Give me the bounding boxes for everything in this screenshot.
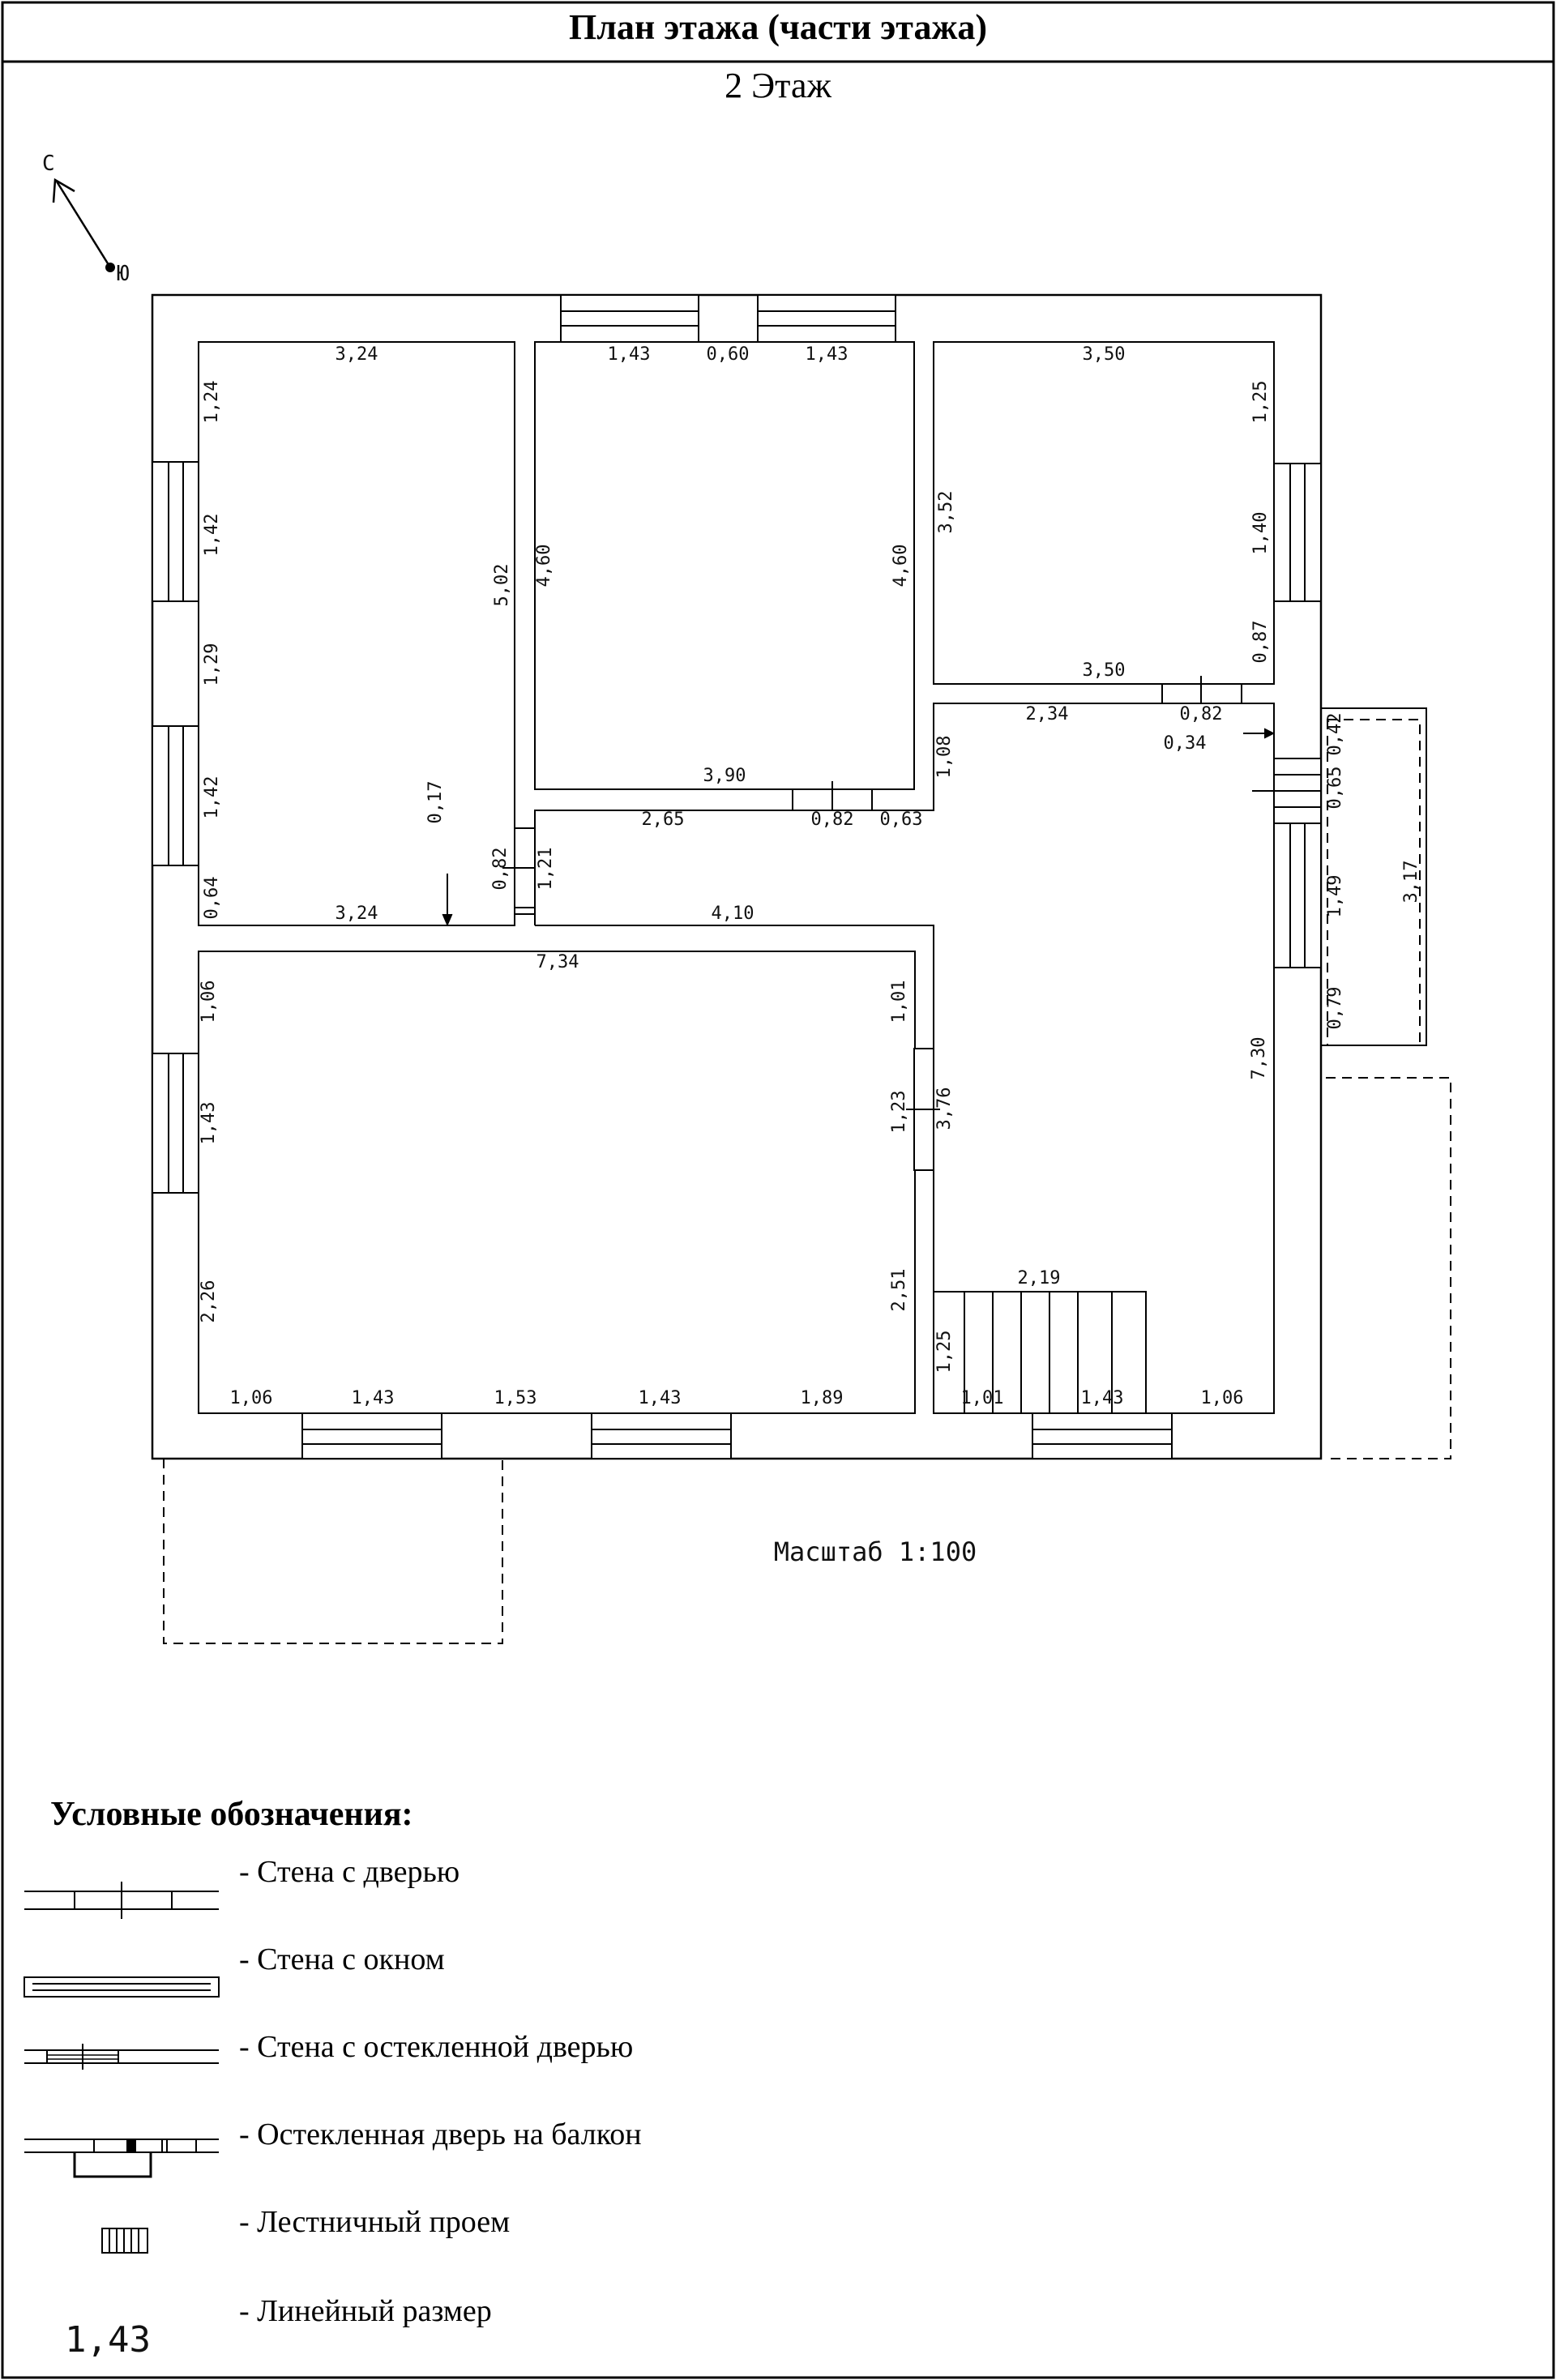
dimension-label: 3,24 xyxy=(335,904,378,924)
window-bottom-1 xyxy=(302,1413,442,1459)
windows xyxy=(152,295,1321,1459)
legend xyxy=(24,1796,642,2361)
dimension-label: 2,26 xyxy=(199,1280,219,1323)
dimension-label: 3,52 xyxy=(936,490,956,534)
dimension-label: 1,40 xyxy=(1250,511,1271,555)
dimension-label: 1,53 xyxy=(494,1388,537,1408)
linear-dimension-icon: 1,43 xyxy=(65,2319,151,2361)
page-title: План этажа (части этажа) xyxy=(568,7,988,47)
dimension-labels xyxy=(199,344,1421,1408)
dimension-label: 0,82 xyxy=(1179,704,1223,724)
dimension-label: 2,51 xyxy=(889,1268,909,1312)
dimension-label: 4,60 xyxy=(891,544,911,588)
window-bottom-3 xyxy=(1032,1413,1172,1459)
dimension-label: 1,06 xyxy=(199,980,219,1023)
window-right-1 xyxy=(1274,464,1321,601)
dimension-label: 1,24 xyxy=(202,380,222,424)
dimension-label: 0,63 xyxy=(879,810,923,830)
dimension-label: 1,43 xyxy=(199,1101,219,1145)
stair-opening-icon xyxy=(102,2228,147,2253)
glazed-door-wall-icon xyxy=(24,2044,219,2070)
dimension-label: 3,24 xyxy=(335,344,378,365)
dimension-label: 1,43 xyxy=(638,1388,682,1408)
dimension-label: 0,42 xyxy=(1325,712,1345,756)
dimension-label: 1,21 xyxy=(536,847,556,891)
dimension-label: 3,50 xyxy=(1082,344,1126,365)
building-walls xyxy=(152,295,1321,1459)
window-left-2 xyxy=(152,726,199,865)
dimension-label: 2,65 xyxy=(641,810,685,830)
dimension-label: 1,89 xyxy=(800,1388,844,1408)
dimension-label: 1,43 xyxy=(805,344,849,365)
legend-item-balcony-door: - Остекленная дверь на балкон xyxy=(239,2117,642,2151)
legend-item-window-wall: - Стена с окном xyxy=(239,1942,445,1976)
compass-north-label: С xyxy=(42,152,55,176)
dimension-label: 1,06 xyxy=(1200,1388,1244,1408)
dimension-label: 0,17 xyxy=(425,780,446,824)
dimension-label: 1,08 xyxy=(934,735,955,779)
dimension-label: 1,06 xyxy=(229,1388,273,1408)
dimension-label: 0,79 xyxy=(1325,986,1345,1030)
legend-item-door-wall: - Стена с дверью xyxy=(239,1855,460,1889)
dimension-label: 0,82 xyxy=(490,847,511,891)
dimension-label: 0,82 xyxy=(810,810,854,830)
legend-item-glazed-door-wall: - Стена с остекленной дверью xyxy=(239,2030,634,2064)
dimension-label: 1,25 xyxy=(1250,380,1271,424)
compass-icon xyxy=(42,152,130,286)
dimension-label: 1,29 xyxy=(202,643,222,686)
dimension-label: 2,34 xyxy=(1025,704,1069,724)
compass-south-label: Ю xyxy=(117,262,130,286)
dimension-label: 3,17 xyxy=(1401,860,1421,904)
dimension-label: 3,90 xyxy=(703,766,746,786)
dimension-label: 1,49 xyxy=(1325,874,1345,918)
dimension-label: 0,60 xyxy=(706,344,750,365)
dimension-label: 0,65 xyxy=(1325,766,1345,810)
balcony-door-icon xyxy=(24,2139,219,2177)
dimension-label: 0,87 xyxy=(1250,620,1271,664)
dimension-label: 7,34 xyxy=(536,952,579,972)
dimension-label: 0,64 xyxy=(202,876,222,920)
door-wall-icon xyxy=(24,1882,219,1919)
scale-label: Масштаб 1:100 xyxy=(773,1536,977,1567)
window-left-3 xyxy=(152,1053,199,1193)
dimension-label: 3,76 xyxy=(934,1087,955,1130)
dimension-label: 1,25 xyxy=(934,1330,955,1374)
dimension-label: 1,43 xyxy=(1080,1388,1124,1408)
dimension-label: 1,43 xyxy=(607,344,651,365)
legend-item-linear-dimension: - Линейный размер xyxy=(239,2294,492,2328)
dimension-label: 1,42 xyxy=(202,513,222,557)
dimension-label: 2,19 xyxy=(1017,1268,1061,1288)
balconies xyxy=(164,708,1451,1643)
dimension-label: 1,42 xyxy=(202,776,222,819)
dimension-label: 3,50 xyxy=(1082,660,1126,681)
dimension-label: 1,23 xyxy=(889,1090,909,1134)
dimension-label: 1,01 xyxy=(960,1388,1004,1408)
dimension-label: 1,43 xyxy=(351,1388,395,1408)
dimension-label: 5,02 xyxy=(492,563,512,607)
window-bottom-2 xyxy=(592,1413,731,1459)
window-left-1 xyxy=(152,462,199,601)
window-wall-icon xyxy=(24,1977,219,1997)
window-right-2 xyxy=(1274,823,1321,968)
legend-title: Условные обозначения: xyxy=(50,1796,413,1833)
floor-label: 2 Этаж xyxy=(725,66,831,105)
dimension-label: 4,10 xyxy=(711,904,754,924)
legend-item-stair-opening: - Лестничный проем xyxy=(239,2205,511,2239)
dimension-label: 1,01 xyxy=(889,980,909,1023)
dimension-label: 0,34 xyxy=(1163,733,1207,754)
window-top-2 xyxy=(758,295,896,342)
dimension-label: 4,60 xyxy=(534,544,554,588)
window-top-1 xyxy=(561,295,699,342)
dimension-label: 7,30 xyxy=(1249,1036,1269,1080)
